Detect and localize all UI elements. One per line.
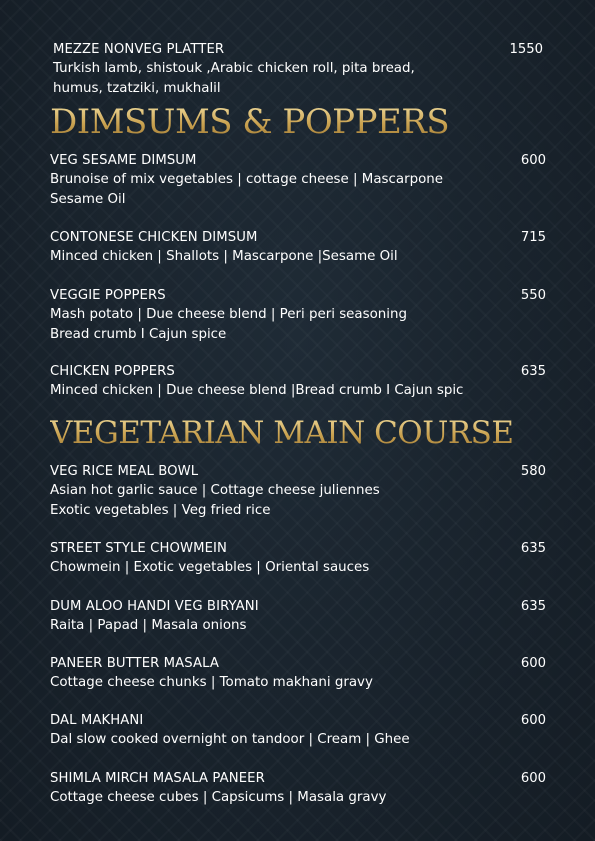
menu-item xyxy=(50,597,546,636)
menu-item-mezze-nonveg-platter xyxy=(53,40,543,98)
item-price: 580 xyxy=(520,464,546,479)
section-title-vegetarian-main-course: VEGETARIAN MAIN COURSE xyxy=(50,415,514,451)
item-description: Cottage cheese cubes | Capsicums | Masala gravy xyxy=(50,790,387,805)
item-description: Chowmein | Exotic vegetables | Oriental sauces xyxy=(50,560,370,575)
menu-item xyxy=(50,286,546,344)
item-name: SHIMLA MIRCH MASALA PANEER xyxy=(50,771,265,786)
item-name: CHICKEN POPPERS xyxy=(50,364,175,379)
item-price: 600 xyxy=(520,713,546,728)
item-name: VEG RICE MEAL BOWL xyxy=(50,464,199,479)
menu-item xyxy=(50,462,546,520)
item-name: VEG SESAME DIMSUM xyxy=(50,153,197,168)
item-description: Asian hot garlic sauce | Cottage cheese juliennes Exotic vegetables | Veg fried rice xyxy=(50,483,380,518)
item-name: MEZZE NONVEG PLATTER xyxy=(53,42,225,57)
menu-item xyxy=(50,711,546,750)
item-price: 600 xyxy=(520,153,546,168)
item-price: 635 xyxy=(520,599,546,614)
item-description: Brunoise of mix vegetables | cottage cheese | Mascarpone Sesame Oil xyxy=(50,172,444,207)
item-name: DUM ALOO HANDI VEG BIRYANI xyxy=(50,599,259,614)
item-price: 600 xyxy=(520,656,546,671)
item-description: Mash potato | Due cheese blend | Peri peri seasoning Bread crumb I Cajun spice xyxy=(50,307,407,342)
item-name: CONTONESE CHICKEN DIMSUM xyxy=(50,230,258,245)
item-price: 600 xyxy=(520,771,546,786)
menu-item xyxy=(50,539,546,578)
item-description: Cottage cheese chunks | Tomato makhani gravy xyxy=(50,675,373,690)
item-description: Raita | Papad | Masala onions xyxy=(50,618,247,633)
section-title-dimsums-poppers: DIMSUMS & POPPERS xyxy=(50,102,450,142)
menu-item xyxy=(50,151,546,209)
menu-item xyxy=(50,228,546,267)
item-description: Minced chicken | Due cheese blend |Bread crumb I Cajun spic xyxy=(50,383,464,398)
item-description: Dal slow cooked overnight on tandoor | Cream | Ghee xyxy=(50,732,410,747)
item-name: VEGGIE POPPERS xyxy=(50,288,166,303)
item-price: 635 xyxy=(520,541,546,556)
item-name: DAL MAKHANI xyxy=(50,713,144,728)
item-price: 715 xyxy=(520,230,546,245)
item-description: Minced chicken | Shallots | Mascarpone |Sesame Oil xyxy=(50,249,398,264)
menu-item xyxy=(50,362,546,401)
item-price: 550 xyxy=(520,288,546,303)
item-name: PANEER BUTTER MASALA xyxy=(50,656,219,671)
menu-item xyxy=(50,654,546,693)
item-description: Turkish lamb, shistouk ,Arabic chicken roll, pita bread, humus, tzatziki, mukhalil xyxy=(53,61,415,96)
item-price: 1550 xyxy=(509,42,543,57)
menu-item xyxy=(50,769,546,808)
item-name: STREET STYLE CHOWMEIN xyxy=(50,541,227,556)
item-price: 635 xyxy=(520,364,546,379)
